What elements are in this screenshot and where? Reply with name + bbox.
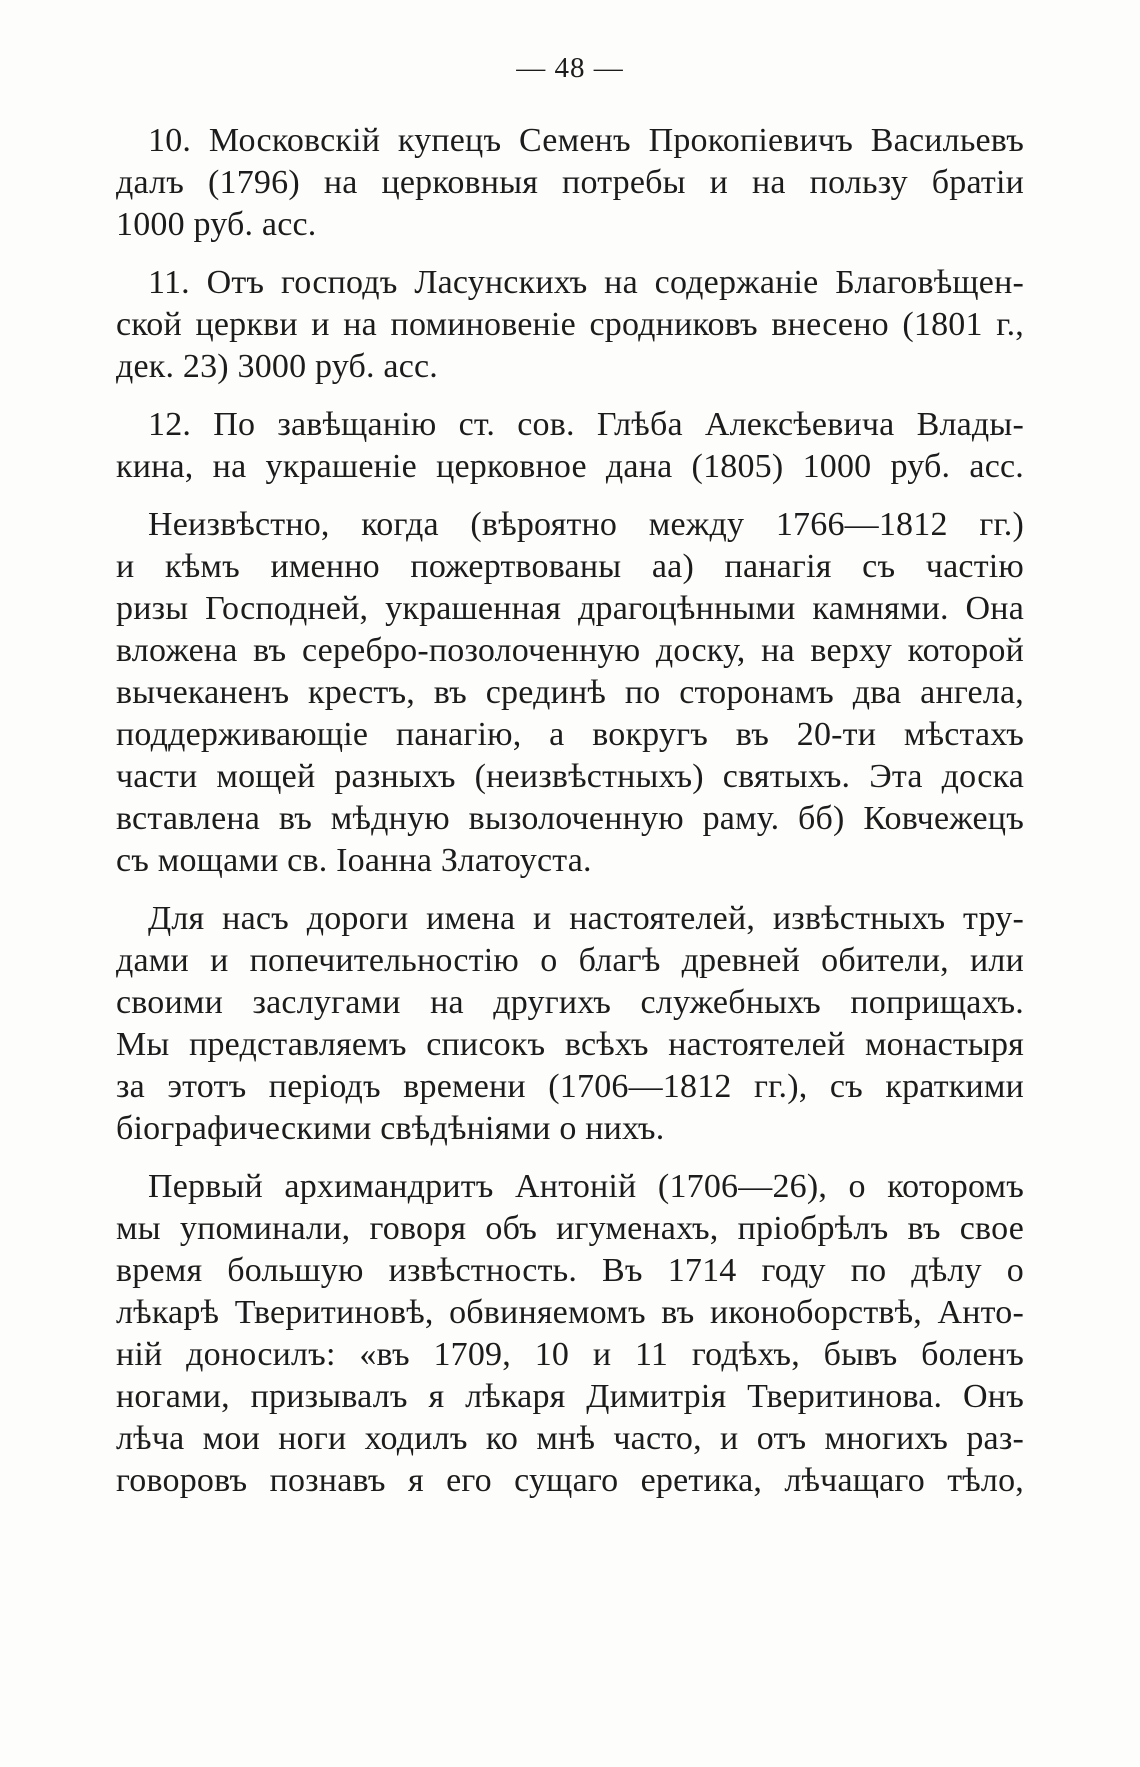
text-line: 10. Московскій купецъ Семенъ Прокопіевичъ Васильевъ [148, 122, 1024, 159]
text-line: своими заслугами на другихъ служебныхъ поприщахъ. [116, 984, 1024, 1021]
text-line: время большую извѣстность. Въ 1714 году по дѣлу о [116, 1252, 1024, 1289]
text-line: вычеканенъ крестъ, въ срединѣ по сторонамъ два ангела, [116, 674, 1024, 711]
text-line: 11. Отъ господъ Ласунскихъ на содержаніе Благовѣщен- [148, 264, 1024, 301]
text-line: Мы представляемъ списокъ всѣхъ настоятелей монастыря [116, 1026, 1024, 1063]
page-number: — 48 — [516, 52, 624, 84]
text-line: и кѣмъ именно пожертвованы аа) панагія съ частію [116, 548, 1024, 585]
text-line: біографическими свѣдѣніями о нихъ. [116, 1110, 665, 1147]
paragraph-abbots-intro [116, 898, 1024, 1150]
text-line: 1000 руб. асс. [116, 206, 317, 243]
text-line: ній доносилъ: «въ 1709, 10 и 11 годѣхъ, бывъ боленъ [116, 1336, 1024, 1373]
text-line: Первый архимандритъ Антоній (1706—26), о которомъ [148, 1168, 1024, 1205]
text-line: ногами, призывалъ я лѣкаря Димитрія Тверитинова. Онъ [116, 1378, 1024, 1415]
text-line: лѣкарѣ Тверитиновѣ, обвиняемомъ въ иконоборствѣ, Анто- [116, 1294, 1024, 1331]
paragraph-item-11 [116, 262, 1024, 388]
text-line: 12. По завѣщанію ст. сов. Глѣба Алексѣевича Влады- [148, 406, 1024, 443]
body-text [116, 120, 1024, 1518]
text-line: поддерживающіе панагію, а вокругъ въ 20-ти мѣстахъ [116, 716, 1024, 753]
text-line: за этотъ періодъ времени (1706—1812 гг.), съ краткими [116, 1068, 1024, 1105]
text-line: кина, на украшеніе церковное дана (1805) 1000 руб. асс. [116, 448, 1024, 485]
text-line: съ мощами св. Іоанна Златоуста. [116, 842, 592, 879]
paragraph-item-10 [116, 120, 1024, 246]
text-line: далъ (1796) на церковныя потребы и на пользу братіи [116, 164, 1024, 201]
text-line: вставлена въ мѣдную вызолоченную раму. бб) Ковчежецъ [116, 800, 1024, 837]
text-line: дек. 23) 3000 руб. асс. [116, 348, 439, 385]
paragraph-relics [116, 504, 1024, 882]
paragraph-antony [116, 1166, 1024, 1502]
text-line: ской церкви и на поминовеніе сродниковъ внесено (1801 г., [116, 306, 1024, 343]
text-line: говоровъ познавъ я его сущаго еретика, лѣчащаго тѣло, [116, 1462, 1024, 1499]
text-line: Неизвѣстно, когда (вѣроятно между 1766—1812 гг.) [148, 506, 1024, 543]
text-line: вложена въ серебро-позолоченную доску, на верху которой [116, 632, 1024, 669]
text-line: части мощей разныхъ (неизвѣстныхъ) святыхъ. Эта доска [116, 758, 1024, 795]
text-line: лѣча мои ноги ходилъ ко мнѣ часто, и отъ многихъ раз- [116, 1420, 1024, 1457]
paragraph-item-12 [116, 404, 1024, 488]
text-line: ризы Господней, украшенная драгоцѣнными камнями. Она [116, 590, 1024, 627]
text-line: Для насъ дороги имена и настоятелей, извѣстныхъ тру- [148, 900, 1024, 937]
text-line: мы упоминали, говоря объ игуменахъ, пріобрѣлъ въ свое [116, 1210, 1024, 1247]
text-line: дами и попечительностію о благѣ древней обители, или [116, 942, 1024, 979]
